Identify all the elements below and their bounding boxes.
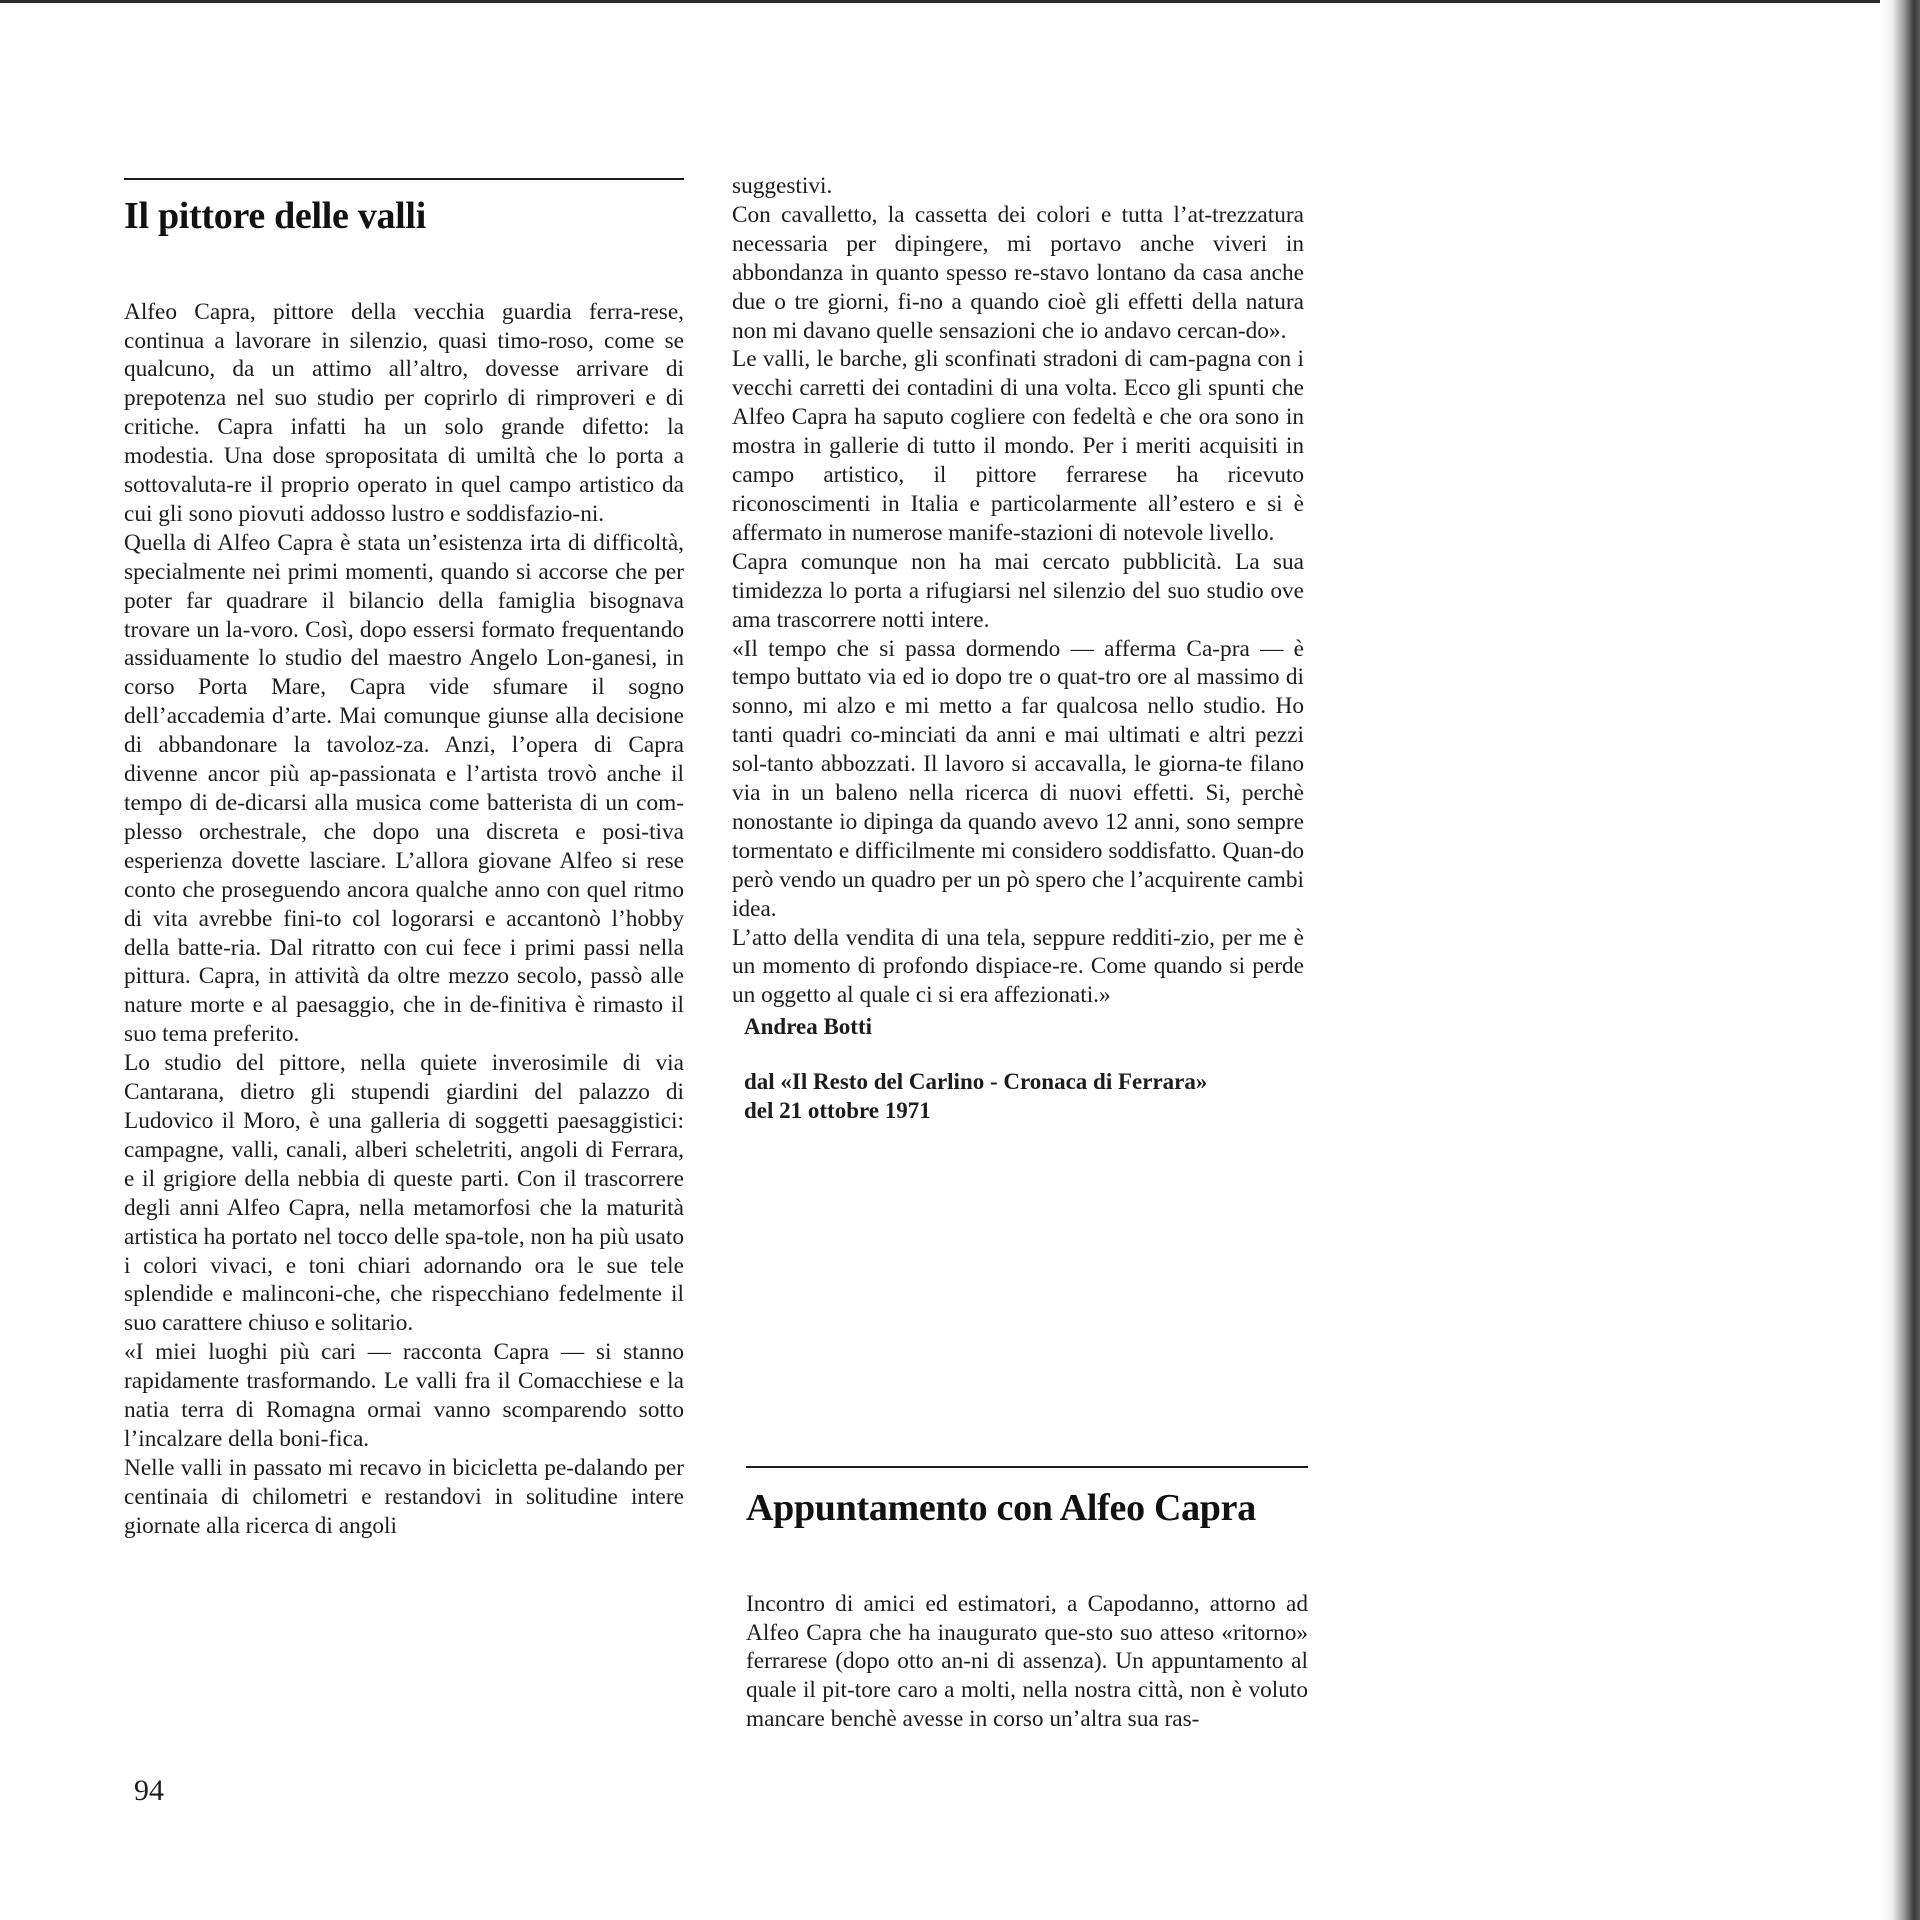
paragraph: «Il tempo che si passa dormendo — afferma Ca-pra — è tempo buttato via ed io dopo tre o quat-tro ore al massimo di sonno, mi alzo e mi metto a far qualcosa nello studio. Ho tanti quadri co-minciati da anni e mai ultimati e altri pezzi sol-tanto abbozzati. Il lavoro si accavalla, le giorna-te filano via in un baleno nella ricerca di nuovi effetti. Si, perchè nonostante io dipinga da quando avevo 12 anni, sono sempre tormentato e difficilmente mi considero soddisfatto. Quan-do però vendo un quadro per un pò spero che l’acquirente cambi idea. <box>732 635 1304 922</box>
title-rule <box>124 178 684 180</box>
article-body <box>746 1590 1308 1735</box>
source-date: del 21 ottobre 1971 <box>744 1098 931 1124</box>
paragraph: «I miei luoghi più cari — racconta Capra — si stanno rapidamente trasformando. Le valli fra il Comacchiese e la natia terra di Romagna ormai vanno scomparendo sotto l’incalzare della boni-fica. <box>124 1339 684 1452</box>
paragraph: Alfeo Capra, pittore della vecchia guardia ferra-rese, continua a lavorare in silenzio, quasi timo-roso, come se qualcuno, da un attimo all’altro, dovesse arrivare di prepotenza nel suo studio per coprirlo di rimproveri e di critiche. Capra infatti ha un solo grande difetto: la modestia. Una dose spropositata di umiltà che lo porta a sottovaluta-re il proprio operato in quel campo artistico da cui gli sono piovuti addosso lustro e soddisfazio-ni. <box>124 298 684 527</box>
book-spine-shadow <box>1880 0 1920 1920</box>
paragraph: Incontro di amici ed estimatori, a Capodanno, attorno ad Alfeo Capra che ha inaugurato que-sto suo atteso «ritorno» ferrarese (dopo otto an-ni di assenza). Un appuntamento al quale il pit-tore caro a molti, nella nostra città, non è voluto mancare benchè avesse in corso un’altra sua ras- <box>746 1590 1308 1733</box>
paragraph: L’atto della vendita di una tela, seppure redditi-zio, per me è un momento di profondo dispiace-re. Come quando si perde un oggetto al quale ci si era affezionati.» <box>732 924 1304 1009</box>
paragraph: Le valli, le barche, gli sconfinati stradoni di cam-pagna con i vecchi carretti dei contadini di una volta. Ecco gli spunti che Alfeo Capra ha saputo cogliere con fedeltà e che ora sono in mostra in gallerie di tutto il mondo. Per i meriti acquisiti in campo artistico, il pittore ferrarese ha ricevuto riconoscimenti in Italia e particolarmente all’estero e si è affermato in numerose manife-stazioni di notevole livello. <box>732 346 1304 546</box>
title-rule <box>746 1466 1308 1468</box>
article-right-column <box>732 173 1304 1125</box>
article-body-right <box>732 172 1304 1010</box>
source-line: dal «Il Resto del Carlino - Cronaca di Ferrara» <box>744 1069 1208 1095</box>
paragraph: Con cavalletto, la cassetta dei colori e tutta l’at-trezzatura necessaria per dipingere, mi portavo anche viveri in abbondanza in quanto spesso re-stavo lontano da casa anche due o tre giorni, fi-no a quando cioè gli effetti della natura non mi davano quelle sensazioni che io andavo cercan-do». <box>732 201 1304 344</box>
second-article <box>746 1466 1308 1734</box>
article-title: Appuntamento con Alfeo Capra <box>746 1487 1256 1529</box>
paragraph: Quella di Alfeo Capra è stata un’esistenza irta di difficoltà, specialmente nei primi momenti, quando si accorse che per poter far quadrare il bilancio della famiglia bisognava trovare un la-voro. Così, dopo essersi formato frequentando assiduamente lo studio del maestro Angelo Lon-ganesi, in corso Porta Mare, Capra vide sfumare il sogno dell’accademia d’arte. Mai comunque giunse alla decisione di abbandonare la tavoloz-za. Anzi, l’opera di Capra divenne ancor più ap-passionata e l’artista trovò anche il tempo di de-dicarsi alla musica come batterista di un com-plesso orchestrale, che dopo una discreta e posi-tiva esperienza dovette lasciare. L’allora giovane Alfeo si rese conto che proseguendo ancora qualche anno con quel ritmo di vita avrebbe fini-to col logorarsi e accantonò l’hobby della batte-ria. Dal ritratto con cui fece i primi passi nella pittura. Capra, in attività da oltre mezzo secolo, passò alle nature morte e al paesaggio, che in de-finitiva è rimasto il suo tema preferito. <box>124 529 684 1048</box>
page-top-edge <box>0 0 1920 3</box>
article-author: Andrea Botti <box>744 1014 872 1040</box>
paragraph: Nelle valli in passato mi recavo in bicicletta pe-dalando per centinaia di chilometri e restandovi in solitudine intere giornate alla ricerca di angoli <box>124 1454 684 1539</box>
paragraph: suggestivi. <box>732 173 833 199</box>
article-body-left <box>124 298 684 1541</box>
page-number: 94 <box>134 1774 164 1807</box>
article-left-column <box>124 178 684 1541</box>
paragraph: Capra comunque non ha mai cercato pubblicità. La sua timidezza lo porta a rifugiarsi nel silenzio del suo studio ove ama trascorrere notti intere. <box>732 548 1304 633</box>
article-title: Il pittore delle valli <box>124 195 426 237</box>
paragraph: Lo studio del pittore, nella quiete inverosimile di via Cantarana, dietro gli stupendi giardini del palazzo di Ludovico il Moro, è una galleria di soggetti paesaggistici: campagne, valli, canali, alberi scheletriti, angoli di Ferrara, e il grigiore della nebbia di queste parti. Con il trascorrere degli anni Alfeo Capra, nella metamorfosi che la maturità artistica ha portato nel tocco delle spa-tole, non ha più usato i colori vivaci, e toni chiari adornando ora le sue tele splendide e malinconi-che, che rispecchiano fedelmente il suo carattere chiuso e solitario. <box>124 1050 684 1337</box>
article-source <box>732 1067 1304 1125</box>
